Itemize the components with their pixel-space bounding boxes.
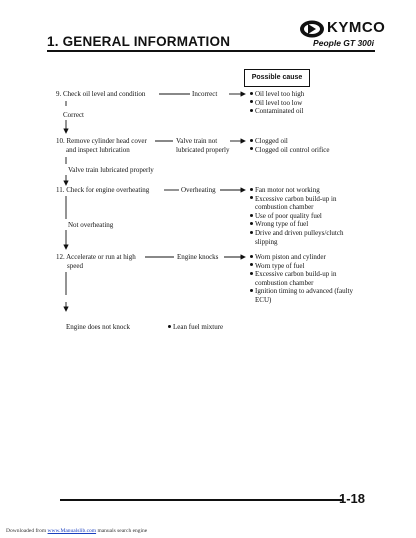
- step-10-branch: Valve train not: [176, 137, 218, 145]
- step-12-cause: Worn type of fuel: [250, 262, 304, 271]
- step-12-cause: Excessive carbon build-up in: [250, 270, 336, 279]
- step-12-branch: Engine knocks: [177, 253, 219, 261]
- step-12-cause: Worn piston and cylinder: [250, 253, 326, 262]
- step-11-next: Not overheating: [68, 221, 114, 229]
- step-11-cause-cont: slipping: [255, 237, 278, 246]
- step-11-cause: Excessive carbon build-up in: [250, 195, 336, 204]
- step-10-text: and inspect lubrication: [66, 145, 130, 154]
- step-11-cause: Use of poor quality fuel: [250, 212, 322, 221]
- step-10-text: 10. Remove cylinder head cover: [56, 137, 147, 145]
- page-number: 1-18: [339, 491, 366, 506]
- step-12-extra-cause: Lean fuel mixture: [168, 323, 223, 332]
- step-12-cause-cont: combustion chamber: [255, 278, 314, 287]
- model-name: People GT 300i: [313, 38, 374, 48]
- step-9-cause: Oil level too high: [250, 90, 304, 99]
- manualslib-link[interactable]: www.Manualslib.com: [47, 528, 97, 534]
- download-prefix: Downloaded from: [6, 528, 47, 534]
- step-12-next: Engine does not knock: [66, 323, 130, 331]
- step-9-cause: Oil level too low: [250, 99, 302, 108]
- step-11-cause: Wrong type of fuel: [250, 220, 308, 229]
- step-12-cause-cont: ECU): [255, 296, 272, 304]
- step-12-text: speed: [67, 261, 83, 270]
- step-9-branch: Incorrect: [192, 90, 218, 98]
- step-12-text: 12. Accelerate or run at high: [56, 253, 136, 261]
- step-11-branch: Overheating: [181, 186, 216, 194]
- section-title: 1. GENERAL INFORMATION: [47, 34, 231, 49]
- brand-name: KYMCO: [327, 19, 386, 36]
- step-10-next: Valve train lubricated properly: [68, 166, 154, 174]
- step-9-cause: Contaminated oil: [250, 107, 303, 116]
- download-suffix: manuals search engine: [97, 528, 148, 534]
- step-9-next: Correct: [63, 111, 84, 119]
- possible-cause-box: Possible cause: [244, 69, 310, 87]
- step-11-cause: Drive and driven pulleys/clutch: [250, 229, 343, 238]
- step-11-text: 11. Check for engine overheating: [56, 186, 150, 194]
- step-9-text: 9. Check oil level and condition: [56, 90, 146, 98]
- footer-rule: [60, 499, 342, 501]
- step-12-cause: Ignition timing to advanced (faulty: [250, 287, 353, 296]
- step-11-cause: Fan motor not working: [250, 186, 320, 195]
- download-notice: [6, 528, 147, 534]
- step-10-branch: lubricated properly: [176, 145, 230, 154]
- step-11-cause-cont: combustion chamber: [255, 203, 314, 212]
- step-10-cause: Clogged oil control orifice: [250, 146, 329, 155]
- step-10-cause: Clogged oil: [250, 137, 288, 146]
